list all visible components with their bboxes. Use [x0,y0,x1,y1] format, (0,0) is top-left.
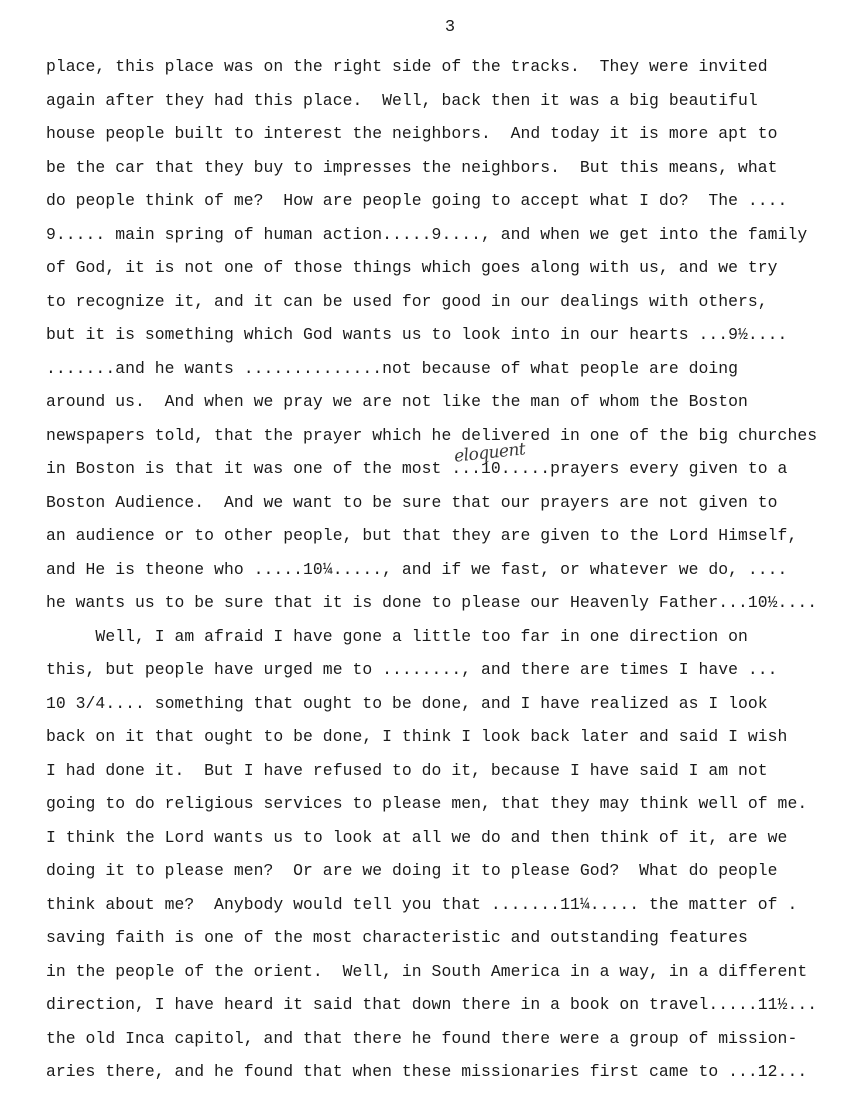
text-line: back on it that ought to be done, I think I look back later and said I wish [46,727,788,746]
text-line: in the people of the orient. Well, in South America in a way, in a different [46,961,808,981]
text-line: I had done it. But I have refused to do it, because I have said I am not [46,760,768,780]
text-line: in Boston is that it was one of the most ...10.....prayers every given to a [46,459,788,478]
text-line: and He is theone who .....10¼....., and if we fast, or whatever we do, .... [46,559,788,579]
text-line: he wants us to be sure that it is done to please our Heavenly Father...10½.... [46,593,818,612]
text-line: Boston Audience. And we want to be sure that our prayers are not given to [46,492,778,512]
handwritten-annotation: eloquent [453,439,527,467]
text-line: aries there, and he found that when these missionaries first came to ...12... [46,1062,808,1081]
text-line: direction, I have heard it said that down there in a book on travel.....11½... [46,995,818,1014]
text-line: the old Inca capitol, and that there he found there were a group of mission- [46,1028,798,1048]
text-line: house people built to interest the neighbors. And today it is more apt to [46,124,778,143]
text-line: Well, I am afraid I have gone a little too far in one direction on [46,626,748,646]
text-line: an audience or to other people, but that they are given to the Lord Himself, [46,526,798,545]
text-line: 10 3/4.... something that ought to be done, and I have realized as I look [46,693,768,713]
page-number: 3 [444,18,456,37]
text-line: place, this place was on the right side of the tracks. They were invited [46,57,768,76]
text-line: be the car that they buy to impresses the neighbors. But this means, what [46,157,778,177]
text-line: .......and he wants ..............not because of what people are doing [46,358,739,378]
text-line: do people think of me? How are people going to accept what I do? The .... [46,191,788,210]
text-line: I think the Lord wants us to look at all we do and then think of it, are we [46,827,788,847]
text-line: newspapers told, that the prayer which he delivered in one of the big churches [46,425,818,445]
text-line: saving faith is one of the most characteristic and outstanding features [46,928,748,947]
text-line: to recognize it, and it can be used for good in our dealings with others, [46,291,768,311]
text-line: again after they had this place. Well, back then it was a big beautiful [46,90,758,110]
text-line: this, but people have urged me to ........, and there are times I have ... [46,660,778,679]
text-line: going to do religious services to please men, that they may think well of me. [46,794,808,813]
text-line: of God, it is not one of those things which goes along with us, and we try [46,258,778,277]
text-line: but it is something which God wants us to look into in our hearts ...9½.... [46,325,788,344]
typed-body-text [46,50,846,1089]
text-line: around us. And when we pray we are not like the man of whom the Boston [46,392,748,411]
text-line: doing it to please men? Or are we doing it to please God? What do people [46,861,778,880]
text-line: 9..... main spring of human action.....9...., and when we get into the family [46,224,808,244]
text-line: think about me? Anybody would tell you that .......11¼..... the matter of . [46,894,798,914]
